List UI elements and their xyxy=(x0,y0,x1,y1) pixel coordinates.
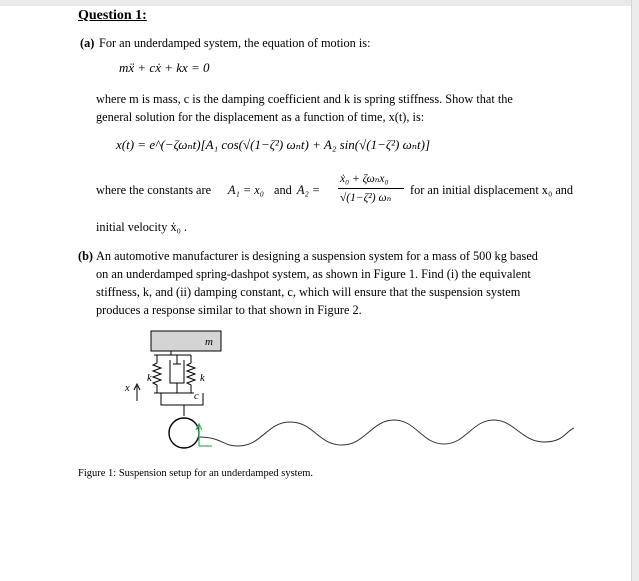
part-b-line-1: An automotive manufacturer is designing a suspension system for a mass of 500 kg based xyxy=(96,249,538,263)
initial-velocity-line: initial velocity ẋ₀ . xyxy=(96,220,188,234)
part-b-label: (b) xyxy=(78,249,94,263)
wheel xyxy=(169,418,199,448)
mass-label: m xyxy=(205,336,213,348)
figure-caption: Figure 1: Suspension setup for an underdamped system. xyxy=(78,468,314,479)
part-b-line-2: on an underdamped spring-dashpot system, as shown in Figure 1. Find (i) the equivalent xyxy=(96,267,531,281)
and-word: and xyxy=(274,183,292,197)
equation-of-motion: mẍ + cẋ + kx = 0 xyxy=(119,60,210,75)
right-spring-label: k xyxy=(200,373,205,384)
general-solution-equation: x(t) = e^(−ζωₙt)[A₁ cos(√(1−ζ²) ωₙt) + A₂ sin(√(1−ζ²) ωₙt)] xyxy=(116,137,431,152)
right-spring xyxy=(187,355,195,393)
left-spring xyxy=(153,355,161,393)
a2-lhs: A₂ = xyxy=(297,183,321,197)
constants-suffix: for an initial displacement x₀ and xyxy=(410,183,574,197)
damper-label: c xyxy=(194,391,199,402)
where-line-2: general solution for the displacement as a function of time, x(t), is: xyxy=(96,110,425,124)
part-b-line-4: produces a response similar to that shown in Figure 2. xyxy=(96,303,362,317)
road-profile-wave xyxy=(198,420,574,446)
a2-numerator: ẋ₀ + ζωₙx₀ xyxy=(340,173,389,185)
a1-equals: A₁ = x₀ xyxy=(228,183,264,197)
displacement-label: x xyxy=(125,383,130,394)
constants-prefix: where the constants are xyxy=(96,183,212,197)
left-spring-label: k xyxy=(147,373,152,384)
a2-denominator: √(1−ζ²) ωₙ xyxy=(340,192,392,204)
question-title: Question 1: xyxy=(78,8,147,23)
part-a-intro: For an underdamped system, the equation of motion is: xyxy=(99,36,371,50)
part-b-line-3: stiffness, k, and (ii) damping constant, c, which will ensure that the suspension system xyxy=(96,285,521,299)
part-a-label: (a) xyxy=(80,36,95,50)
where-line-1: where m is mass, c is the damping coefficient and k is spring stiffness. Show that the xyxy=(96,92,513,106)
